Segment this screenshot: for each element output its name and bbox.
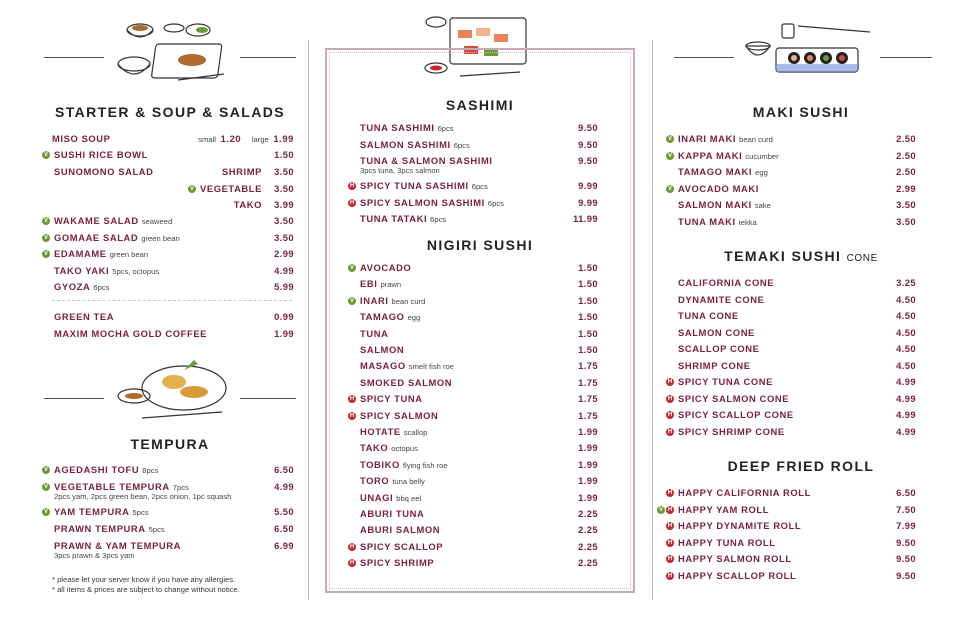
- menu-item: [54, 326, 294, 342]
- spicy-chili-icon: H: [349, 183, 355, 189]
- spicy-chili-icon: H: [667, 379, 673, 385]
- starter-title: STARTER & SOUP & SALADS: [54, 104, 286, 120]
- item-name: AVOCADO MAKI: [678, 182, 759, 194]
- item-name: SMOKED SALMON: [360, 376, 453, 388]
- price-change-note: * all items & prices are subject to change without notice.: [52, 585, 240, 594]
- item-name: ABURI SALMON: [360, 524, 441, 536]
- item-name: KAPPA MAKI: [678, 149, 743, 161]
- menu-item: [678, 164, 916, 180]
- spicy-chili-icon: H: [667, 556, 673, 562]
- menu-item: [678, 502, 916, 518]
- menu-item: [54, 462, 294, 478]
- item-description: 6pcs: [471, 182, 488, 191]
- item-name: ABURI TUNA: [360, 508, 425, 519]
- menu-item: [360, 555, 598, 571]
- item-name: MAXIM MOCHA GOLD COFFEE: [54, 327, 208, 339]
- divider-line: [880, 57, 932, 58]
- maki-title: MAKI SUSHI: [752, 104, 850, 120]
- veg-leaf-icon: V: [667, 136, 672, 142]
- item-name: HAPPY DYNAMITE ROLL: [678, 520, 802, 531]
- item-price: 4.99: [896, 392, 916, 404]
- item-name: SHRIMP CONE: [678, 359, 751, 371]
- item-price: 1.75: [578, 376, 598, 388]
- item-price: 4.99: [896, 376, 916, 387]
- item-description: octopus: [391, 444, 418, 454]
- menu-item: [678, 341, 916, 357]
- item-price: 1.75: [578, 360, 598, 372]
- temaki-title-suffix: CONE: [846, 253, 878, 264]
- item-description: tuna belly: [392, 477, 425, 487]
- item-price: 4.50: [896, 343, 916, 354]
- allergy-note: * please let your server know if you have any allergies.: [52, 575, 236, 584]
- item-price: 2.25: [578, 557, 598, 569]
- item-price: 1.50: [578, 344, 598, 355]
- tempura-title: TEMPURA: [130, 436, 210, 452]
- item-name: TAMAGO MAKI: [678, 166, 753, 177]
- item-name: SUSHI RICE BOWL: [54, 149, 148, 160]
- item-name: HAPPY SCALLOP ROLL: [678, 569, 797, 581]
- item-price: 1.75: [578, 409, 598, 421]
- item-price: 4.99: [896, 425, 916, 437]
- menu-item: [678, 214, 916, 230]
- item-name: GOMAAE SALAD: [54, 231, 139, 243]
- item-price: 1.50: [578, 278, 598, 290]
- spicy-chili-icon: H: [349, 396, 355, 403]
- spicy-chili-icon: H: [349, 412, 355, 419]
- menu-item: [678, 308, 916, 324]
- menu-item: [678, 181, 916, 197]
- item-description: bean curd: [391, 296, 426, 306]
- divider-line: [240, 57, 296, 58]
- item-price: 1.99: [578, 442, 598, 454]
- item-price-large: 1.99: [273, 133, 294, 144]
- spicy-chili-icon: H: [667, 490, 673, 496]
- item-price: 1.99: [578, 458, 598, 470]
- spicy-chili-icon: H: [349, 200, 355, 206]
- dashed-separator: [52, 300, 292, 301]
- option-label: VEGETABLE: [199, 182, 262, 194]
- item-name: TUNA: [360, 327, 389, 339]
- nigiri-title: NIGIRI SUSHI: [426, 237, 534, 253]
- item-name: AVOCADO: [360, 262, 412, 273]
- menu-item: [678, 131, 916, 147]
- item-description: 5pcs: [132, 508, 149, 517]
- divider-line: [674, 57, 734, 58]
- menu-item: [360, 342, 598, 358]
- menu-item: [360, 211, 598, 227]
- menu-item: [678, 197, 916, 213]
- item-name: SPICY SALMON SASHIMI: [360, 197, 485, 208]
- item-name: HAPPY SALMON ROLL: [678, 553, 792, 564]
- item-price: 2.25: [578, 524, 598, 536]
- item-name: SPICY SALMON: [360, 409, 439, 421]
- sunomono-option: [190, 197, 294, 213]
- size-label-large: large: [251, 135, 269, 144]
- menu-item: [360, 522, 598, 538]
- menu-item: [678, 275, 916, 291]
- item-price: 3.50: [274, 231, 294, 243]
- item-name: TUNA TATAKI: [360, 213, 428, 224]
- option-label: TAKO: [233, 199, 262, 210]
- item-price: 4.50: [896, 359, 916, 371]
- item-price: 1.50: [578, 327, 598, 339]
- item-price: 3.25: [896, 277, 916, 288]
- item-price: 6.99: [274, 540, 294, 551]
- veg-leaf-icon: V: [43, 234, 48, 241]
- item-price: 5.99: [274, 281, 294, 292]
- item-description: smelt fish roe: [408, 362, 454, 372]
- tempura-illustration: [112, 352, 232, 424]
- sunomono-option: [190, 181, 294, 197]
- deep-fried-title: DEEP FRIED ROLL: [727, 458, 875, 474]
- menu-item: [360, 391, 598, 407]
- spicy-chili-icon: H: [667, 412, 673, 418]
- item-name: SALMON CONE: [678, 326, 755, 338]
- menu-item: [360, 424, 598, 440]
- item-name: TOBIKO: [360, 458, 400, 470]
- item-subdescription: 3pcs tuna, 3pcs salmon: [360, 166, 440, 175]
- item-description: scallop: [403, 428, 428, 437]
- item-price: 9.50: [578, 139, 598, 150]
- veg-leaf-icon: V: [189, 185, 194, 192]
- veg-leaf-icon: V: [43, 509, 48, 515]
- item-name: HAPPY TUNA ROLL: [678, 536, 776, 548]
- menu-item: [678, 424, 916, 440]
- item-price: 3.50: [274, 215, 294, 226]
- divider-line: [44, 398, 104, 399]
- item-price: 1.99: [578, 426, 598, 437]
- item-name: INARI: [360, 294, 389, 306]
- menu-item: [360, 539, 598, 555]
- item-name: SPICY SHRIMP CONE: [678, 425, 785, 437]
- menu-item: [678, 551, 916, 567]
- item-name: CALIFORNIA CONE: [678, 277, 775, 288]
- veg-leaf-icon: V: [43, 218, 48, 224]
- menu-item-miso-soup: [52, 131, 294, 147]
- temaki-title: [666, 248, 936, 264]
- menu-item: [678, 148, 916, 164]
- item-price: 9.50: [896, 569, 916, 581]
- menu-item: [360, 120, 598, 136]
- item-description: sake: [754, 201, 771, 210]
- veg-leaf-icon: V: [43, 467, 48, 473]
- menu-item: [54, 309, 294, 325]
- item-name: DYNAMITE CONE: [678, 293, 765, 305]
- menu-item: [54, 504, 294, 520]
- item-name: GREEN TEA: [54, 311, 115, 322]
- spicy-chili-icon: H: [667, 428, 673, 435]
- item-name: SPICY TUNA SASHIMI: [360, 180, 469, 191]
- temaki-title-text: TEMAKI SUSHI: [724, 248, 842, 264]
- item-price: 6.50: [274, 523, 294, 534]
- veg-leaf-icon: V: [349, 297, 354, 304]
- column-separator: [652, 40, 653, 600]
- item-price: 4.99: [274, 481, 294, 492]
- item-description: 6pcs: [453, 141, 470, 150]
- item-price: 4.50: [896, 310, 916, 321]
- size-label-small: small: [198, 135, 216, 144]
- item-price: 1.75: [578, 393, 598, 405]
- item-name: PRAWN TEMPURA: [54, 523, 146, 534]
- item-name: SPICY SHRIMP: [360, 557, 435, 569]
- item-name: HOTATE: [360, 426, 401, 437]
- item-price: 2.25: [578, 508, 598, 519]
- item-price: 3.50: [274, 182, 294, 194]
- item-description: 6pcs: [437, 124, 454, 133]
- item-name: HAPPY CALIFORNIA ROLL: [678, 487, 811, 498]
- item-description: bean curd: [739, 135, 773, 144]
- menu-item: [360, 473, 598, 489]
- item-name: SPICY SALMON CONE: [678, 392, 790, 404]
- item-description: 6pcs: [487, 199, 504, 208]
- item-name: SPICY TUNA: [360, 393, 423, 405]
- menu-item: [360, 326, 598, 342]
- item-description: bbq eel: [396, 493, 422, 503]
- item-name: YAM TEMPURA: [54, 506, 130, 517]
- item-price: 4.99: [896, 409, 916, 420]
- spicy-chili-icon: H: [667, 539, 673, 546]
- column-separator: [308, 40, 309, 600]
- item-price: 4.50: [896, 293, 916, 305]
- menu-item: [360, 178, 598, 194]
- item-price: 7.50: [896, 503, 916, 515]
- item-name: SPICY SCALLOP CONE: [678, 409, 794, 420]
- starter-illustration: [112, 16, 232, 88]
- item-price: 1.99: [274, 327, 294, 339]
- item-name: AGEDASHI TOFU: [54, 464, 140, 475]
- item-name: SPICY SCALLOP: [360, 540, 444, 552]
- item-name: MISO SOUP: [52, 133, 111, 144]
- item-description: egg: [755, 168, 768, 177]
- menu-item: [360, 260, 598, 276]
- sashimi-title: SASHIMI: [445, 97, 515, 113]
- item-price: 2.25: [578, 540, 598, 552]
- item-price: 1.50: [578, 311, 598, 323]
- menu-item: [54, 213, 294, 229]
- item-name: WAKAME SALAD: [54, 215, 139, 226]
- menu-item: [360, 293, 598, 309]
- item-description: 8pcs: [142, 466, 159, 475]
- item-name: TUNA SASHIMI: [360, 122, 435, 133]
- item-description: green bean: [141, 233, 180, 243]
- menu-item: [678, 325, 916, 341]
- spicy-chili-icon: H: [667, 572, 673, 579]
- item-price: 9.50: [578, 155, 598, 166]
- menu-item: [678, 568, 916, 584]
- item-price: 1.99: [578, 475, 598, 487]
- menu-item: [678, 407, 916, 423]
- item-name: EBI: [360, 278, 378, 290]
- item-price: 5.50: [274, 506, 294, 517]
- item-price: 1.50: [578, 262, 598, 273]
- item-name: UNAGI: [360, 491, 394, 503]
- item-name: VEGETABLE TEMPURA: [54, 481, 170, 492]
- item-description: 6pcs: [93, 283, 110, 292]
- item-name: TAKO: [360, 442, 389, 454]
- item-description: green bean: [109, 250, 149, 259]
- menu-item: [360, 195, 598, 211]
- divider-line: [240, 398, 296, 399]
- veg-leaf-icon: V: [658, 506, 663, 513]
- item-price: 9.99: [578, 180, 598, 191]
- menu-item: [360, 137, 598, 153]
- menu-item: [54, 147, 294, 163]
- item-description: flying fish roe: [402, 460, 448, 470]
- item-name: TAKO YAKI: [54, 264, 110, 276]
- item-name: PRAWN & YAM TEMPURA: [54, 540, 182, 551]
- item-description: egg: [407, 313, 421, 323]
- veg-leaf-icon: V: [667, 152, 672, 159]
- item-name: HAPPY YAM ROLL: [678, 503, 770, 515]
- spicy-chili-icon: H: [349, 560, 355, 567]
- menu-item: [360, 490, 598, 506]
- item-name: MASAGO: [360, 360, 406, 372]
- menu-item: [678, 292, 916, 308]
- item-price: 6.50: [274, 464, 294, 475]
- item-name: GYOZA: [54, 281, 91, 292]
- item-price: 3.99: [274, 199, 294, 210]
- menu-item: [678, 485, 916, 501]
- menu-item: [360, 408, 598, 424]
- menu-item: [678, 518, 916, 534]
- menu-item: [360, 309, 598, 325]
- item-description: seaweed: [141, 217, 173, 226]
- option-label: SHRIMP: [221, 166, 262, 177]
- item-price: 3.50: [896, 215, 916, 227]
- item-price: 9.50: [896, 553, 916, 564]
- item-name: SCALLOP CONE: [678, 343, 760, 354]
- item-price: 9.99: [578, 197, 598, 208]
- spicy-chili-icon: H: [667, 523, 673, 529]
- item-name: SALMON: [360, 344, 405, 355]
- spicy-chili-icon: H: [349, 543, 355, 550]
- menu-item: [54, 246, 294, 262]
- item-description: tekka: [738, 217, 757, 227]
- item-price: 1.50: [578, 294, 598, 306]
- menu-item: [54, 521, 294, 537]
- veg-leaf-icon: V: [667, 185, 672, 192]
- veg-leaf-icon: V: [43, 152, 48, 158]
- veg-leaf-icon: V: [43, 484, 48, 490]
- item-price: 9.50: [896, 536, 916, 548]
- menu-item: [360, 358, 598, 374]
- menu-item: [360, 440, 598, 456]
- item-price: 2.50: [896, 166, 916, 177]
- item-price: 1.99: [578, 491, 598, 503]
- item-description: 5pcs, octopus: [112, 266, 160, 276]
- menu-item: [678, 391, 916, 407]
- item-price: 1.50: [274, 149, 294, 160]
- menu-item: [54, 263, 294, 279]
- item-name: SPICY TUNA CONE: [678, 376, 773, 387]
- item-name: SALMON SASHIMI: [360, 139, 451, 150]
- item-name: INARI MAKI: [678, 133, 737, 144]
- item-price: 4.99: [274, 264, 294, 276]
- menu-item: [54, 279, 294, 295]
- item-price: 7.99: [896, 520, 916, 531]
- item-price-small: 1.20: [220, 133, 242, 144]
- item-price: 3.50: [274, 166, 294, 177]
- item-name: EDAMAME: [54, 248, 107, 259]
- item-name: TAMAGO: [360, 311, 405, 323]
- menu-item: [54, 230, 294, 246]
- item-name: TUNA MAKI: [678, 215, 736, 227]
- menu-item: [360, 375, 598, 391]
- item-description: prawn: [380, 280, 402, 290]
- menu-item: [360, 457, 598, 473]
- item-description: 6pcs: [430, 215, 447, 224]
- menu-item: [678, 374, 916, 390]
- item-price: 2.50: [896, 149, 916, 161]
- menu-item: [678, 358, 916, 374]
- maki-illustration: [740, 18, 880, 84]
- item-price: 2.99: [274, 248, 294, 259]
- spicy-chili-icon: H: [667, 395, 673, 402]
- item-description: cucumber: [745, 151, 779, 161]
- menu-item: [678, 535, 916, 551]
- veg-leaf-icon: V: [43, 251, 48, 257]
- item-price: 3.50: [896, 199, 916, 210]
- item-price: 6.50: [896, 487, 916, 498]
- item-price: 0.99: [274, 311, 294, 322]
- item-price: 2.50: [896, 133, 916, 144]
- item-name: TUNA CONE: [678, 310, 739, 321]
- item-description: 5pcs: [148, 525, 165, 534]
- spicy-chili-icon: H: [667, 506, 673, 513]
- item-subdescription: 2pcs yam, 2pcs green bean, 2pcs onion, 1pc squash: [54, 492, 232, 501]
- item-subdescription: 3pcs prawn & 3pcs yam: [54, 551, 135, 560]
- item-name: SALMON MAKI: [678, 199, 752, 210]
- sunomono-option: [190, 164, 294, 180]
- item-price: 2.99: [896, 182, 916, 194]
- item-name: SUNOMONO SALAD: [54, 166, 154, 177]
- veg-leaf-icon: V: [349, 265, 354, 271]
- item-price: 9.50: [578, 122, 598, 133]
- item-description: 7pcs: [172, 483, 189, 492]
- item-name: TORO: [360, 475, 390, 487]
- menu-item: [360, 506, 598, 522]
- divider-line: [44, 57, 104, 58]
- menu-item: [360, 276, 598, 292]
- item-price: 11.99: [573, 213, 598, 224]
- item-name: TUNA & SALMON SASHIMI: [360, 155, 493, 166]
- item-price: 4.50: [896, 326, 916, 338]
